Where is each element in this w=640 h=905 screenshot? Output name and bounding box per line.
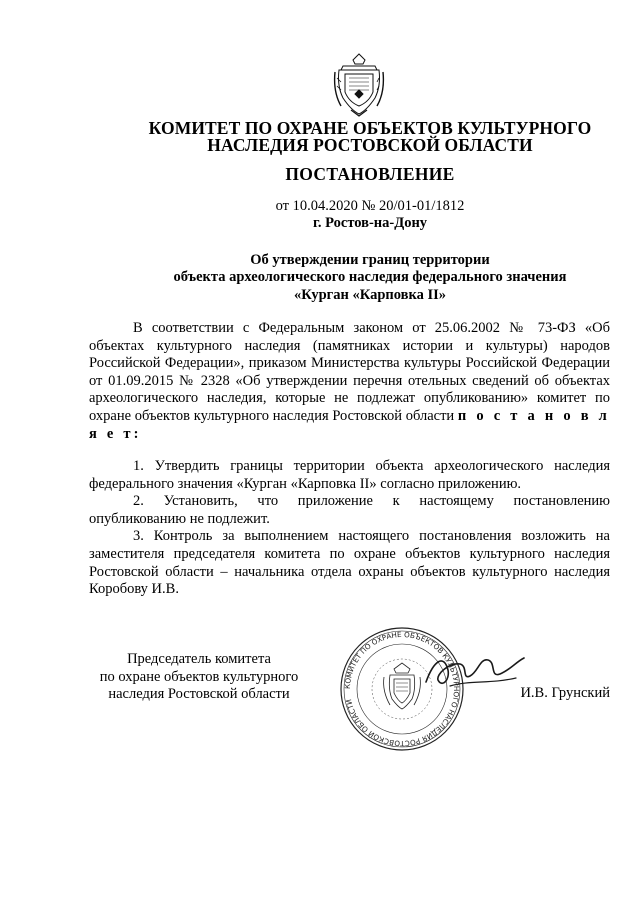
preamble-text: В соответствии с Федеральным законом от 25.06.2002 № 73-ФЗ «Об объектах культурного наследия (памятниках истории и культуры) народов Российской Федерации», приказом Министерства культуры Российской Федерации от 01.09.2015 № 2328 «Об утверждении перечня отельных сведений об объектах археологического наследия, которые не подлежат опубликованию» комитет по охране объектов культурного наследия Ростовской области	[89, 320, 610, 424]
decree-item-2: 2. Установить, что приложение к настоящему постановлению опубликованию не подлежит.	[89, 493, 610, 527]
signatory-title-line2: по охране объектов культурного	[99, 668, 299, 685]
subject-line2: объекта археологического наследия федерального значения	[173, 269, 567, 285]
organization-title-line1: КОМИТЕТ ПО ОХРАНЕ ОБЪЕКТОВ КУЛЬТУРНОГО	[148, 118, 592, 138]
decree-items	[89, 458, 610, 599]
signatory-title-line1: Председатель комитета	[127, 651, 271, 667]
svg-text:КОМИТЕТ ПО ОХРАНЕ ОБЪЕКТОВ КУЛ: КОМИТЕТ ПО ОХРАНЕ ОБЪЕКТОВ КУЛЬТУРНОГО НАСЛЕДИЯ РОСТОВСКОЙ ОБЛАСТИ	[342, 629, 462, 749]
subject-line1: Об утверждении границ территории	[250, 252, 490, 268]
decree-word: п о с т а н о в л я е т:	[89, 407, 611, 442]
document-date-number: от 10.04.2020 № 20/01-01/1812	[275, 198, 465, 214]
document-type: ПОСТАНОВЛЕНИЕ	[285, 164, 455, 184]
subject-line3: «Курган «Карповка II»	[293, 287, 447, 303]
signatory-title-line3: наследия Ростовской области	[108, 686, 290, 703]
decree-item-1: 1. Утвердить границы территории объекта археологического наследия федерального значения «Курган «Карповка II» согласно приложению.	[89, 458, 610, 492]
coat-of-arms-icon	[333, 52, 385, 118]
signatory-name: И.В. Грунский	[520, 685, 610, 701]
handwritten-signature-icon	[420, 640, 530, 700]
preamble-paragraph	[89, 320, 610, 443]
organization-title-line2: НАСЛЕДИЯ РОСТОВСКОЙ ОБЛАСТИ	[207, 135, 533, 155]
decree-item-3: 3. Контроль за выполнением настоящего постановления возложить на заместителя председателя комитета по охране объектов культурного наследия Ростовской области – начальника отдела охраны объектов культурного наследия Коробову И.В.	[89, 528, 610, 598]
signatory-title	[84, 651, 314, 704]
document-city: г. Ростов-на-Дону	[312, 215, 428, 231]
